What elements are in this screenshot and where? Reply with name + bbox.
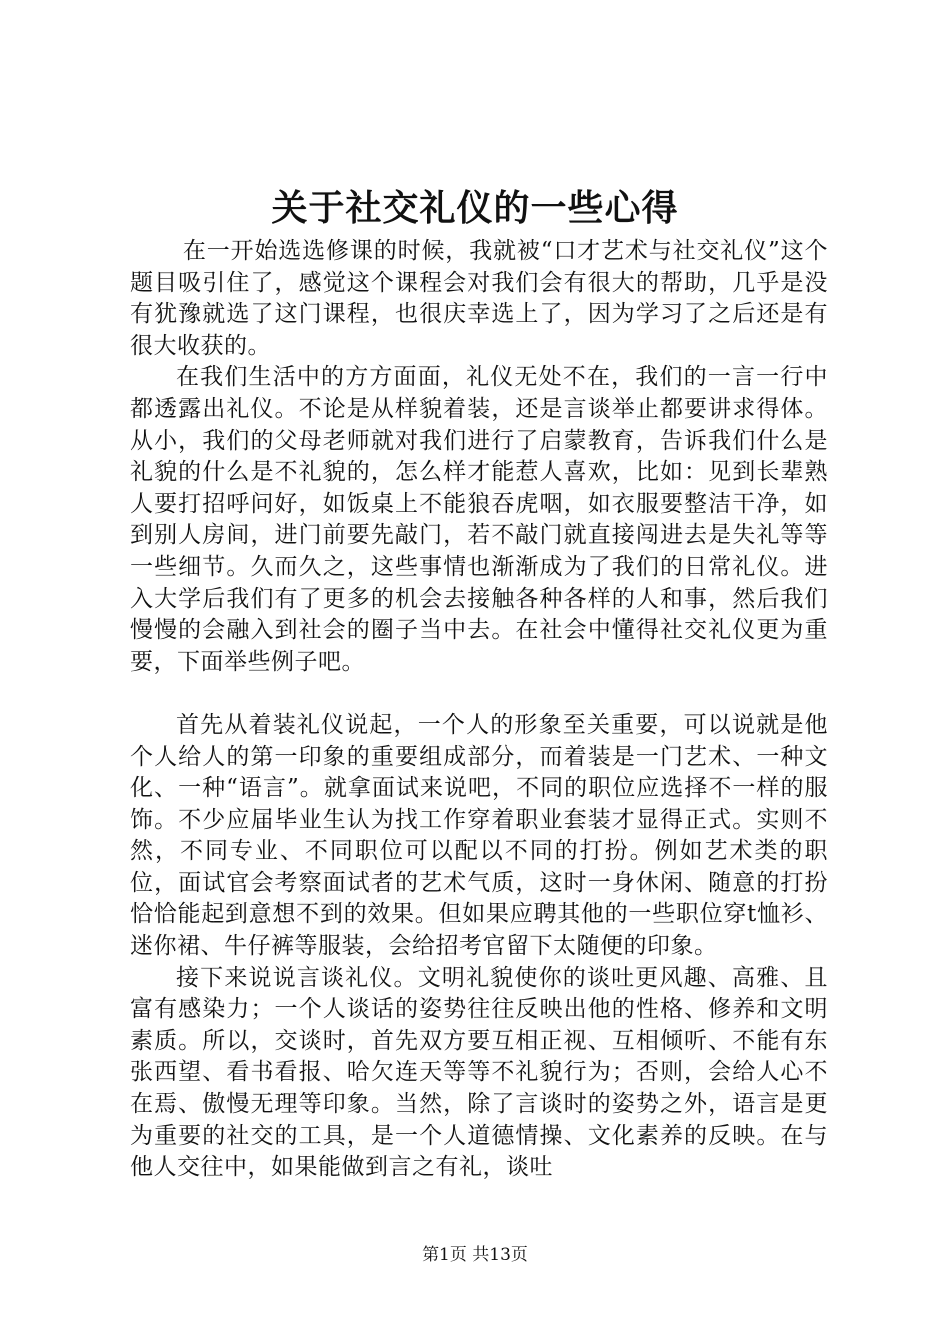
paragraph-dress-etiquette: 首先从着装礼仪说起，一个人的形象至关重要，可以说就是他个人给人的第一印象的重要组成部分，而着装是一门艺术、一种文化、一种“语言”。就拿面试来说吧，不同的职位应选择不一样的服饰。不少应届毕业生认为找工作穿着职业套装才显得正式。实则不然，不同专业、不同职位可以配以不同的打扮。例如艺术类的职位，面试官会考察面试者的艺术气质，这时一身休闲、随意的打扮恰恰能起到意想不到的效果。但如果应聘其他的一些职位穿t恤衫、迷你裙、牛仔裤等服装，会给招考官留下太随便的印象。 [130,711,828,960]
page-number-footer: 第1页 共13页 [422,1245,528,1265]
paragraph-speech-etiquette: 接下来说说言谈礼仪。文明礼貌使你的谈吐更风趣、高雅、且富有感染力；一个人谈话的姿势往往反映出他的性格、修养和文明素质。所以，交谈时，首先双方要互相正视、互相倾听、不能有东张西望、看书看报、哈欠连天等等不礼貌行为；否则，会给人心不在焉、傲慢无理等印象。当然，除了言谈时的姿势之外，语言是更为重要的社交的工具，是一个人道德情操、文化素养的反映。在与他人交往中，如果能做到言之有礼，谈吐 [130,964,828,1181]
paragraph-etiquette-everywhere: 在我们生活中的方方面面，礼仪无处不在，我们的一言一行中都透露出礼仪。不论是从样貌着装，还是言谈举止都要讲求得体。从小，我们的父母老师就对我们进行了启蒙教育，告诉我们什么是礼貌的什么是不礼貌的，怎么样才能惹人喜欢，比如：见到长辈熟人要打招呼问好，如饭桌上不能狼吞虎咽，如衣服要整洁干净，如到别人房间，进门前要先敲门，若不敲门就直接闯进去是失礼等等一些细节。久而久之，这些事情也渐渐成为了我们的日常礼仪。进入大学后我们有了更多的机会去接触各种各样的人和事，然后我们慢慢的会融入到社会的圈子当中去。在社会中懂得社交礼仪更为重要，下面举些例子吧。 [130,364,828,675]
paragraph-intro: 在一开始选选修课的时候，我就被“口才艺术与社交礼仪”这个题目吸引住了，感觉这个课程会对我们会有很大的帮助，几乎是没有犹豫就选了这门课程，也很庆幸选上了，因为学习了之后还是有很大收获的。 [130,238,828,359]
document-title: 关于社交礼仪的一些心得 [271,187,679,229]
document-body [130,236,828,1184]
